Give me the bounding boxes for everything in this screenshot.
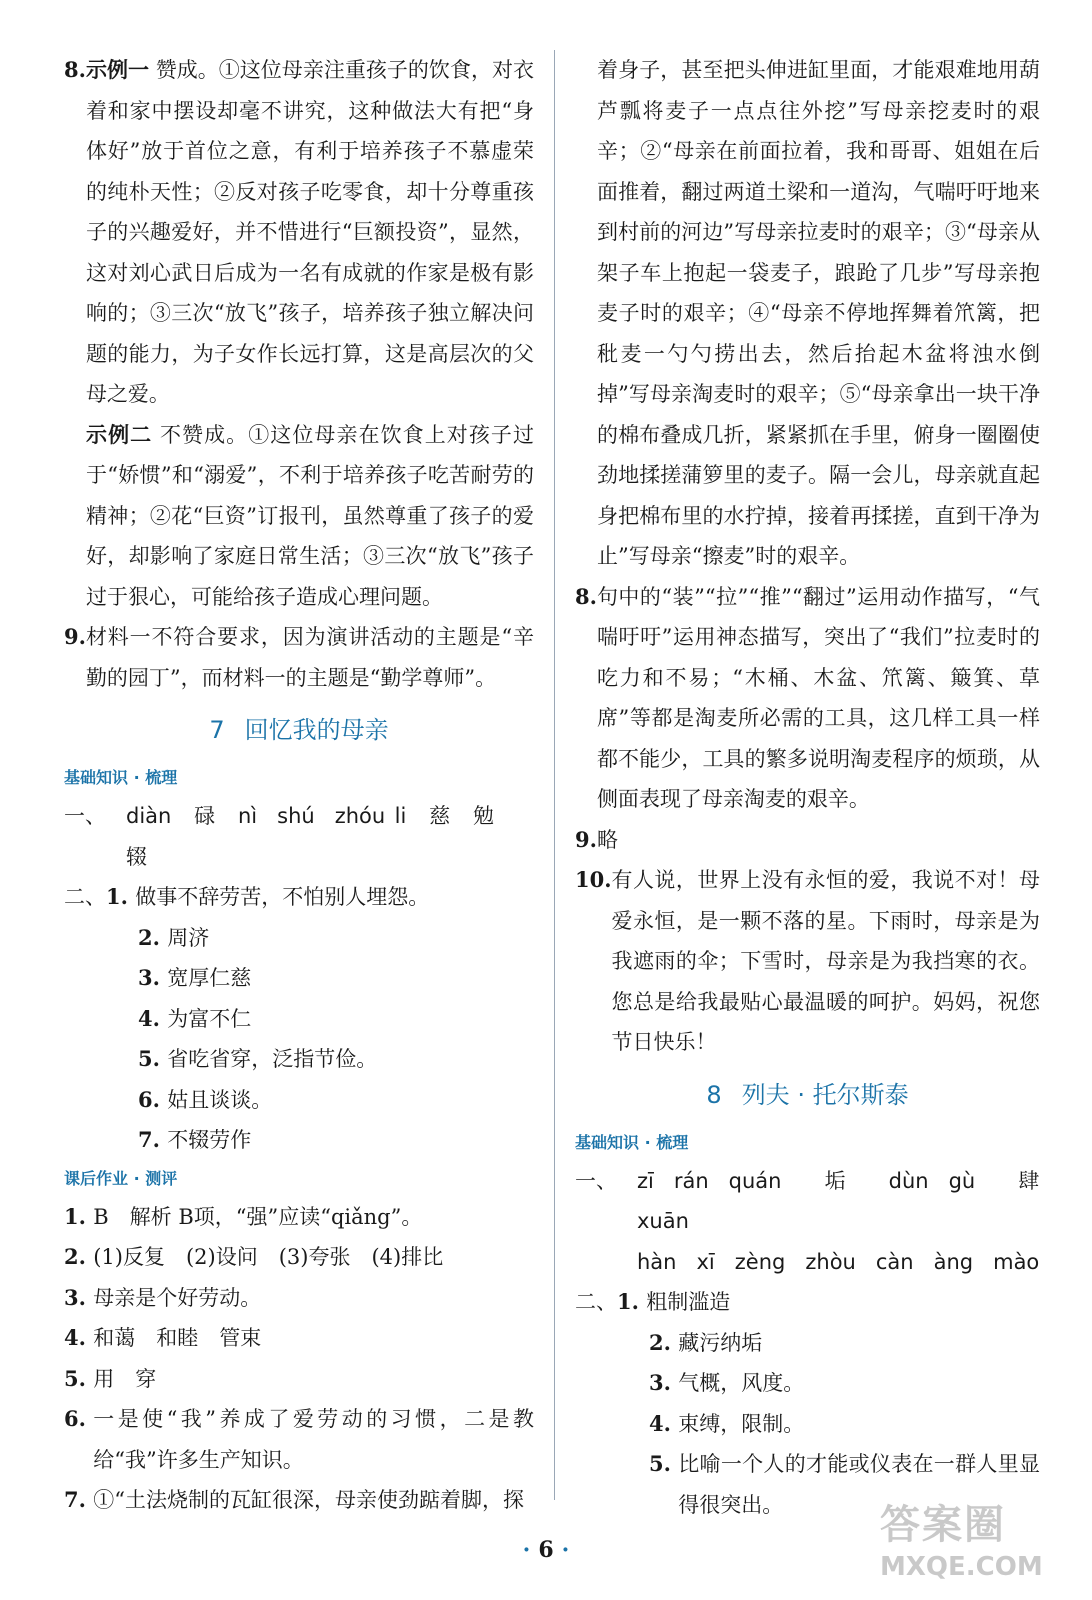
item-number: 1. [106, 884, 136, 909]
item-text: 宽厚仁慈 [167, 966, 252, 990]
item-number: 4. [64, 1325, 94, 1350]
list-prefix: 二、 [575, 1290, 617, 1314]
item-text: 周济 [167, 925, 210, 950]
item-number: 2. [64, 1244, 94, 1269]
answer-text: 有人说，世界上没有永恒的爱，我说不对！母爱永恒，是一颗不落的星。下雨时，母亲是为我遮雨的伞；下雪时，母亲是为我挡寒的衣。您总是给我最贴心最温暖的呵护。妈妈，祝您节日快乐！ [611, 868, 1040, 1054]
item-text: 省吃省穿，泛指节俭。 [167, 1047, 378, 1071]
pinyin-item: 肆 [995, 1168, 1040, 1193]
item-number: 1. [617, 1289, 647, 1314]
list-item [64, 1237, 534, 1278]
item-number: 3. [649, 1370, 679, 1395]
item-number: 5. [649, 1451, 679, 1476]
answer-text: 略 [596, 827, 618, 852]
question-number: 10. [575, 867, 612, 892]
item-text: 一是使“我”养成了爱劳动的习惯，二是教给“我”许多生产知识。 [93, 1407, 534, 1472]
list-prefix: 一、 [64, 804, 106, 828]
pinyin-item: 勉 [473, 804, 494, 828]
list-item [106, 1120, 534, 1161]
item-number: 1. [64, 1203, 94, 1229]
question-9 [575, 820, 1040, 861]
list-item [106, 958, 534, 999]
list-item [64, 1399, 534, 1480]
pinyin-item: xī [696, 1249, 715, 1274]
pinyin-row [64, 796, 534, 877]
question-8-example-2 [64, 415, 534, 618]
right-column [575, 50, 1040, 1525]
section-tag: 基础知识 · 梳理 [64, 768, 178, 787]
pinyin-item: àng [933, 1249, 974, 1274]
pinyin-item: càn [875, 1249, 914, 1274]
pinyin-item: 垢 [801, 1168, 869, 1193]
question-8 [575, 577, 1040, 820]
list-item [617, 1363, 1040, 1404]
pinyin-items [126, 796, 514, 877]
pinyin-item: hàn [637, 1249, 677, 1274]
item-text: 和蔼 和睦 管束 [93, 1326, 262, 1350]
pinyin-item: zī [637, 1168, 654, 1193]
item-text: (1)反复 (2)设问 (3)夸张 (4)排比 [93, 1245, 444, 1269]
section-number: 7 [209, 716, 225, 744]
item-text: 做事不辞劳苦，不怕别人埋怨。 [135, 885, 430, 909]
part-2 [64, 877, 534, 1161]
item-number: 6. [138, 1086, 168, 1112]
list-item [617, 1404, 1040, 1445]
item-text: 藏污纳垢 [678, 1330, 763, 1355]
item-text: 姑且谈谈。 [167, 1087, 273, 1112]
list-item [106, 918, 534, 959]
pinyin-row [575, 1161, 1040, 1283]
pinyin-item: dùn [888, 1168, 929, 1193]
section-title-text: 回忆我的母亲 [244, 716, 389, 744]
question-number: 9. [64, 624, 86, 649]
item-text: 束缚，限制。 [678, 1411, 805, 1436]
item-number: 5. [138, 1046, 168, 1071]
list-item [64, 1480, 534, 1521]
pinyin-item: zhòu [805, 1249, 856, 1274]
list-item [106, 1039, 534, 1080]
column-divider [554, 50, 555, 1500]
item-number: 4. [138, 1005, 168, 1031]
watermark-logo: 答案圈 MXQE.COM [880, 1502, 1043, 1582]
pinyin-item: 慈 [426, 804, 453, 828]
question-10 [575, 860, 1040, 1063]
question-number: 8. [64, 57, 86, 82]
list-prefix: 一、 [575, 1168, 617, 1193]
pinyin-item: 碌 [191, 804, 218, 828]
pinyin-item: zhóu li [334, 804, 407, 828]
question-8 [64, 50, 534, 415]
question-9 [64, 617, 534, 698]
list-item [106, 999, 534, 1040]
item-number: 2. [649, 1329, 679, 1355]
list-item [64, 1197, 534, 1238]
section-7-title [64, 710, 534, 750]
item-text: 母亲是个好劳动。 [93, 1285, 262, 1310]
left-column [64, 50, 534, 1521]
question-number: 8. [575, 583, 597, 609]
item-number: 5. [64, 1365, 94, 1391]
item-text: 气概，风度。 [678, 1371, 805, 1395]
pinyin-item: rán [673, 1168, 709, 1193]
list-item [64, 1278, 534, 1319]
item-number: 3. [138, 965, 168, 990]
list-item [64, 1359, 534, 1400]
item-number: 6. [64, 1406, 94, 1431]
question-7-continuation: 着身子，甚至把头伸进缸里面，才能艰难地用葫芦瓢将麦子一点点往外挖”写母亲挖麦时的艰辛；②“母亲在前面拉着，我和哥哥、姐姐在后面推着，翻过两道土梁和一道沟，气喘吁吁地来到村前的河边”写母亲拉麦时的艰辛；③“母亲从架子车上抱起一袋麦子，踉跄了几步”写母亲抱麦子时的艰辛；④“母亲不停地挥舞着笊篱，把秕麦一勺勺捞出去，然后抬起木盆将浊水倒掉”写母亲淘麦时的艰辛；⑤“母亲拿出一块干净的棉布叠成几折，紧紧抓在手里，俯身一圈圈使劲地揉搓蒲箩里的麦子。隔一会儿，母亲就直起身把棉布里的水拧掉，接着再揉搓，直到干净为止”写母亲“擦麦”时的艰辛。 [597, 58, 1040, 568]
item-number: 7. [138, 1127, 168, 1152]
item-text: 用 穿 [93, 1366, 157, 1391]
section-8-title [575, 1075, 1040, 1115]
item-number: 4. [649, 1410, 679, 1436]
pinyin-line [637, 1161, 1059, 1242]
list-item [617, 1282, 1040, 1323]
part-2 [575, 1282, 1040, 1525]
pinyin-item: zèng [734, 1249, 786, 1274]
item-number: 7. [64, 1487, 94, 1512]
part-2-items [106, 877, 534, 1161]
list-prefix: 二、 [64, 885, 106, 909]
pinyin-item: xuān [637, 1209, 689, 1233]
list-item [106, 1080, 534, 1121]
pinyin-line [637, 1242, 1059, 1283]
pinyin-item: quán [728, 1168, 782, 1193]
pinyin-item: diàn [126, 804, 172, 828]
item-text: 为富不仁 [167, 1006, 252, 1031]
item-text: 粗制滥造 [646, 1290, 731, 1314]
section-title-text: 列夫 · 托尔斯泰 [741, 1080, 909, 1109]
item-text: ①“土法烧制的瓦缸很深，母亲使劲踮着脚，探 [93, 1488, 524, 1512]
section-tag: 课后作业 · 测评 [64, 1168, 178, 1188]
item-number: 3. [64, 1284, 94, 1310]
item-text: 比喻一个人的才能或仪表在一群人里显得很突出。 [678, 1452, 1040, 1517]
pinyin-item: 辍 [126, 844, 147, 869]
list-item [617, 1323, 1040, 1364]
example-label: 示例二 [86, 421, 153, 447]
item-text: B 解析 B项，“强”应读“qiǎng”。 [93, 1204, 423, 1229]
section-number: 8 [706, 1080, 722, 1109]
item-text: 不辍劳作 [167, 1128, 252, 1152]
example-text: 赞成。①这位母亲注重孩子的饮食，对衣着和家中摆设却毫不讲究，这种做法大有把“身体好”放于首位之意，有利于培养孩子不慕虚荣的纯朴天性；②反对孩子吃零食，却十分尊重孩子的兴趣爱好，并不惜进行“巨额投资”，显然，这对刘心武日后成为一名有成就的作家是极有影响的；③三次“放飞”孩子，培养孩子独立解决问题的能力，为子女作长远打算，这是高层次的父母之爱。 [85, 58, 534, 406]
list-item [64, 1318, 534, 1359]
pinyin-item: gù [948, 1168, 976, 1193]
page-number: · 6 · [522, 1537, 570, 1563]
pinyin-item: nì [237, 804, 258, 828]
homework-list [64, 1197, 534, 1521]
answer-text: 句中的“装”“拉”“推”“翻过”运用动作描写，“气喘吁吁”运用神态描写，突出了“我们”拉麦时的吃力和不易；“木桶、木盆、笊篱、簸箕、草席”等都是淘麦所必需的工具，这几样工具一样都不能少，工具的繁多说明淘麦程序的烦琐，从侧面表现了母亲淘麦的艰辛。 [596, 584, 1040, 811]
part-2-items [617, 1282, 1040, 1525]
pinyin-item: mào [993, 1249, 1040, 1274]
list-item [106, 877, 534, 918]
example-label: 示例一 [85, 57, 149, 82]
example-text: 不赞成。①这位母亲在饮食上对孩子过于“娇惯”和“溺爱”，不利于培养孩子吃苦耐劳的精神；②花“巨资”订报刊，虽然尊重了孩子的爱好，却影响了家庭日常生活；③三次“放飞”孩子过于狠心，可能给孩子造成心理问题。 [86, 422, 534, 609]
item-number: 2. [138, 924, 168, 950]
answer-text: 材料一不符合要求，因为演讲活动的主题是“辛勤的园丁”，而材料一的主题是“勤学尊师”。 [85, 625, 534, 690]
pinyin-item: shú [277, 804, 315, 828]
question-number: 9. [575, 826, 597, 852]
section-tag: 基础知识 · 梳理 [575, 1132, 689, 1152]
